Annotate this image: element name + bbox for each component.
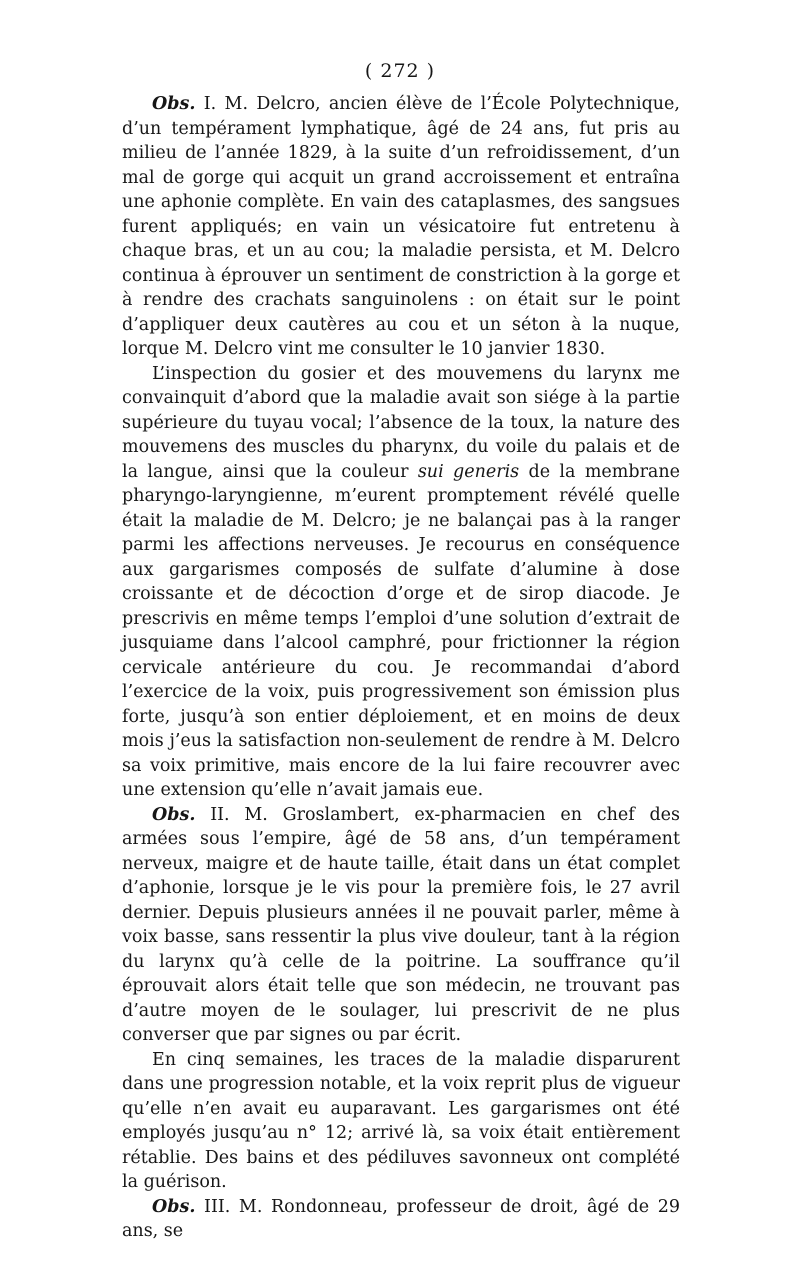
- observation-2-text: II. M. Groslambert, ex-pharmacien en chef des armées sous l’empire, âgé de 58 ans, d’un tempérament nerveux, maigre et de haute taille, était dans un état complet d’aphonie, lorsque je le vis pour la première fois, le 27 avril dernier. Depuis plusieurs années il ne pouvait parler, même à voix basse, sans ressentir la plus vive douleur, tant à la région du larynx qu’à celle de la poitrine. La souffrance qu’il éprouvait alors était telle que son médecin, ne trouvant pas d’autre moyen de le soulager, lui prescrivit de ne plus converser que par signes ou par écrit.: [122, 804, 680, 1045]
- observation-1-text: I. M. Delcro, ancien élève de l’École Polytechnique, d’un tempérament lymphatique, âgé de 24 ans, fut pris au milieu de l’année 1829, à la suite d’un refroidissement, d’un mal de gorge qui acquit un grand accroissement et entraîna une aphonie complète. En vain des cataplasmes, des sangsues furent appliqués; en vain un vésicatoire fut entretenu à chaque bras, et un au cou; la maladie persista, et M. Delcro continua à éprouver un sentiment de constriction à la gorge et à rendre des crachats sanguinolens : on était sur le point d’appliquer deux cautères au cou et un séton à la nuque, lorque M. Delcro vint me consulter le 10 janvier 1830.: [122, 94, 680, 359]
- recovery-paragraph: [122, 1048, 680, 1195]
- observation-label: Obs.: [152, 94, 196, 114]
- observation-1-paragraph: [122, 92, 680, 362]
- recovery-text: En cinq semaines, les traces de la maladie disparurent dans une progression notable, et la voix reprit plus de vigueur qu’elle n’en avait eu auparavant. Les gargarismes ont été employés jusqu’au n° 12; arrivé là, sa voix était entièrement rétablie. Des bains et des pédiluves savonneux ont complété la guérison.: [122, 1049, 680, 1192]
- inspection-text-part-1: L’inspection du gosier et des mouvemens du larynx me convainquit d’abord que la maladie avait son siége à la partie supérieure du tuyau vocal; l’absence de la toux, la nature des mouvemens des muscles du pharynx, du voile du palais et de la langue, ainsi que la couleur: [122, 363, 680, 482]
- page-number: ( 272 ): [364, 60, 436, 82]
- observation-2-paragraph: [122, 803, 680, 1048]
- body-text: [122, 92, 680, 1244]
- observation-3-text: III. M. Rondonneau, professeur de droit, âgé de 29 ans, se: [122, 1196, 680, 1241]
- latin-phrase: sui generis: [417, 461, 520, 482]
- observation-label: Obs.: [152, 804, 196, 825]
- inspection-paragraph: [122, 362, 680, 803]
- inspection-text-part-2: de la membrane pharyngo-laryngienne, m’eurent promptement révélé quelle était la maladie de M. Delcro; je ne balançai pas à la ranger parmi les affections nerveuses. Je recourus en conséquence aux gargarismes composés de sulfate d’alumine à dose croissante et de décoction d’orge et de sirop diacode. Je prescrivis en même temps l’emploi d’une solution d’extrait de jusquiame dans l’alcool camphré, pour frictionner la région cervicale antérieure du cou. Je recommandai d’abord l’exercice de la voix, puis progressivement son émission plus forte, jusqu’à son entier déploiement, et en moins de deux mois j’eus la satisfaction non-seulement de rendre à M. Delcro sa voix primitive, mais encore de la lui faire recouvrer avec une extension qu’elle n’avait jamais eue.: [122, 461, 680, 800]
- observation-3-paragraph: [122, 1195, 680, 1244]
- observation-label: Obs.: [152, 1196, 196, 1217]
